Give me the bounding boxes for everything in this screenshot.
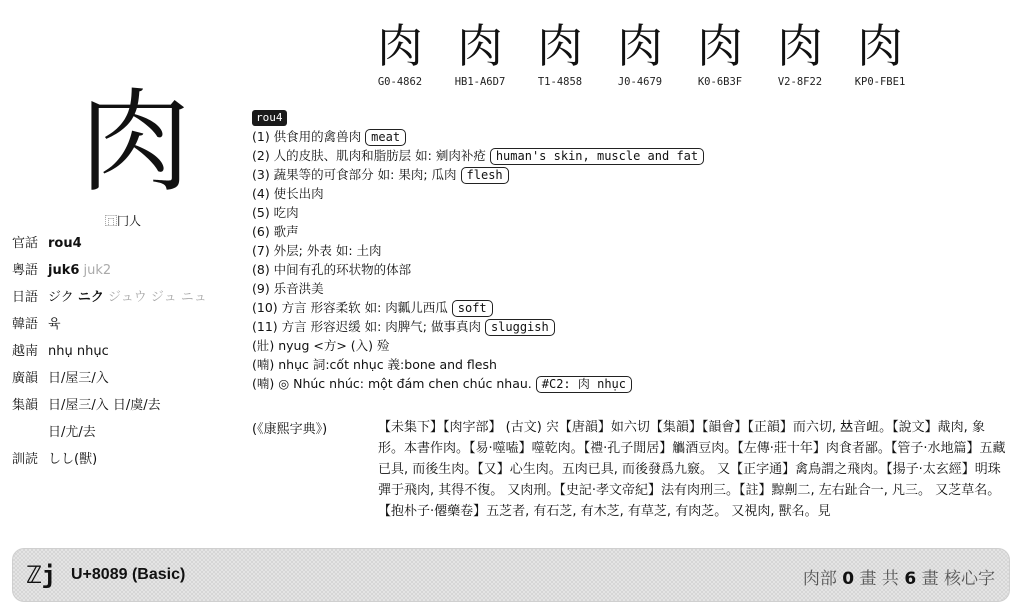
glyph-variant-char: 肉 <box>857 19 903 73</box>
glyph-variants-row <box>362 18 918 88</box>
glyph-variant-code: J0-4679 <box>617 76 663 88</box>
japanese-on: ジク <box>48 290 74 305</box>
label-korean: 韓語 <box>12 317 39 332</box>
reading-jiyun-continued <box>12 425 252 452</box>
reading-vietnamese <box>12 344 252 371</box>
kangxi-label: (《康熙字典》) <box>252 422 328 437</box>
total-strokes: 6 <box>904 569 917 589</box>
radical-stroke-info <box>803 564 995 589</box>
definition-text: (喃) nhục 詞:cốt nhục 義:bone and flesh <box>252 357 497 372</box>
japanese-alt: ジュウ ジュ ニュ <box>108 290 207 305</box>
definition-tag[interactable]: #C2: 肉 nhục <box>536 376 632 393</box>
app-logo-icon[interactable]: ℤj <box>27 561 56 589</box>
glyph-variant-char: 肉 <box>617 19 663 73</box>
reading-korean <box>12 317 252 344</box>
glyph-variant[interactable] <box>762 18 838 88</box>
definition-text: (4) 使长出肉 <box>252 186 324 201</box>
glyph-variant-code: V2-8F22 <box>777 76 823 88</box>
glyph-variant[interactable] <box>842 18 918 88</box>
reading-kundoku <box>12 452 252 479</box>
reading-mandarin <box>12 236 252 263</box>
cantonese-alt[interactable]: juk2 <box>83 263 112 278</box>
definition-text: (壯) nyug <方> (入) 殓 <box>252 338 390 353</box>
definition-tag[interactable]: meat <box>365 129 406 146</box>
jiyun-value-2: 日/尤/去 <box>48 425 96 440</box>
definition-tag[interactable]: flesh <box>461 167 509 184</box>
glyph-variant[interactable] <box>602 18 678 88</box>
glyph-variant-code: T1-4858 <box>537 76 583 88</box>
definition-text: (7) 外层; 外表 如: 土肉 <box>252 243 382 258</box>
definition-row <box>252 203 1017 222</box>
definitions-panel <box>252 108 1017 393</box>
label-cantonese: 粵語 <box>12 263 39 278</box>
label-mandarin: 官話 <box>12 236 39 251</box>
reading-cantonese <box>12 263 252 290</box>
definition-text: (1) 供食用的禽兽肉 <box>252 129 362 144</box>
label-jiyun: 集韻 <box>12 398 39 413</box>
kundoku-value: しし(獸) <box>48 452 98 467</box>
glyph-variant[interactable] <box>682 18 758 88</box>
jiyun-value: 日/屋三/入 日/虞/去 <box>48 398 161 413</box>
definition-text: (2) 人的皮肤、肌肉和脂肪层 如: 剜肉补疮 <box>252 148 486 163</box>
guangyun-value: 日/屋三/入 <box>48 371 109 386</box>
definition-text: (10) 方言 形容柔软 如: 肉瓤儿西瓜 <box>252 300 448 315</box>
label-japanese: 日語 <box>12 290 39 305</box>
pinyin-badge[interactable]: rou4 <box>252 110 287 126</box>
main-character: 肉 <box>79 78 191 208</box>
definition-tag[interactable]: soft <box>452 300 493 317</box>
definition-row <box>252 298 1017 317</box>
definition-row <box>252 260 1017 279</box>
glyph-variant-char: 肉 <box>377 19 423 73</box>
definition-row <box>252 184 1017 203</box>
definition-text: (9) 乐音洪美 <box>252 281 324 296</box>
definition-text: (11) 方言 形容迟缓 如: 肉脾气; 做事真肉 <box>252 319 481 334</box>
strokes-mid: 畫 共 <box>859 569 899 589</box>
cantonese-value[interactable]: juk6 <box>48 263 80 278</box>
glyph-variant-char: 肉 <box>697 19 743 73</box>
glyph-variant-char: 肉 <box>777 19 823 73</box>
korean-value: 육 <box>48 317 61 332</box>
vietnamese-value: nhụ nhục <box>48 344 109 359</box>
glyph-variant-code: KP0-FBE1 <box>854 76 906 88</box>
strokes-suffix: 畫 核心字 <box>921 569 995 589</box>
glyph-variant[interactable] <box>362 18 438 88</box>
codepoint-label[interactable]: U+8089 (Basic) <box>71 566 186 583</box>
definition-row <box>252 374 1017 393</box>
definition-text: (8) 中间有孔的环状物的体部 <box>252 262 412 277</box>
radical-strokes: 0 <box>842 569 855 589</box>
readings-panel <box>12 236 252 479</box>
definition-row <box>252 165 1017 184</box>
ids-decomposition[interactable]: ⿵冂人 <box>105 214 142 228</box>
glyph-variant[interactable] <box>442 18 518 88</box>
kangxi-entry-text: 【未集下】【肉字部】 (古文) 宍【唐韻】如六切【集韻】【韻會】【正韻】而六切, 𠀤音衄。【說文】胾肉, 象形。本書作肉。【易·噬嗑】噬乾肉。【禮·孔子閒居】觿酒豆肉。【左傳·莊十年】肉食者鄙。【管子·水地篇】五藏已具, 而後生肉。【又】心生肉。五肉已具, 而後發爲九竅。 又【正字通】禽鳥謂之飛肉。【揚子·太玄經】明珠彈于飛肉, 其得不復。 又肉刑。【史記·孝文帝紀】法有肉刑三。【註】黥劓二, 左右趾合一, 凡三。 又芝草名。【抱朴子·僊藥卷】五芝者, 有石芝, 有木芝, 有草芝, 有肉芝。 又視肉, 獸名。見 <box>378 420 1006 519</box>
japanese-main: ニク <box>77 290 104 305</box>
glyph-variant[interactable] <box>522 18 598 88</box>
label-kundoku: 訓読 <box>12 452 39 467</box>
definition-text: (3) 蔬果等的可食部分 如: 果肉; 瓜肉 <box>252 167 457 182</box>
radical-prefix: 肉部 <box>802 569 837 589</box>
definition-row <box>252 336 1017 355</box>
glyph-variant-code: K0-6B3F <box>697 76 743 88</box>
definition-tag[interactable]: human's skin, muscle and fat <box>490 148 704 165</box>
definition-row <box>252 279 1017 298</box>
definition-row <box>252 355 1017 374</box>
mandarin-value[interactable]: rou4 <box>48 236 82 251</box>
definition-text: (5) 吃肉 <box>252 205 299 220</box>
definition-list <box>252 127 1017 393</box>
definition-text: (6) 歌声 <box>252 224 299 239</box>
definition-row <box>252 241 1017 260</box>
glyph-variant-code: G0-4862 <box>377 76 423 88</box>
glyph-variant-code: HB1-A6D7 <box>454 76 506 88</box>
glyph-variant-char: 肉 <box>457 19 503 73</box>
reading-guangyun <box>12 371 252 398</box>
label-vietnamese: 越南 <box>12 344 39 359</box>
status-bar <box>12 548 1010 602</box>
definition-row <box>252 146 1017 165</box>
reading-jiyun <box>12 398 252 425</box>
definition-row <box>252 317 1017 336</box>
definition-row <box>252 127 1017 146</box>
definition-text: (喃) ◎ Nhúc nhúc: một đám chen chúc nhau. <box>252 376 532 391</box>
definition-row <box>252 222 1017 241</box>
glyph-variant-char: 肉 <box>537 19 583 73</box>
definition-tag[interactable]: sluggish <box>485 319 555 336</box>
reading-japanese <box>12 290 252 317</box>
label-guangyun: 廣韻 <box>12 371 39 386</box>
